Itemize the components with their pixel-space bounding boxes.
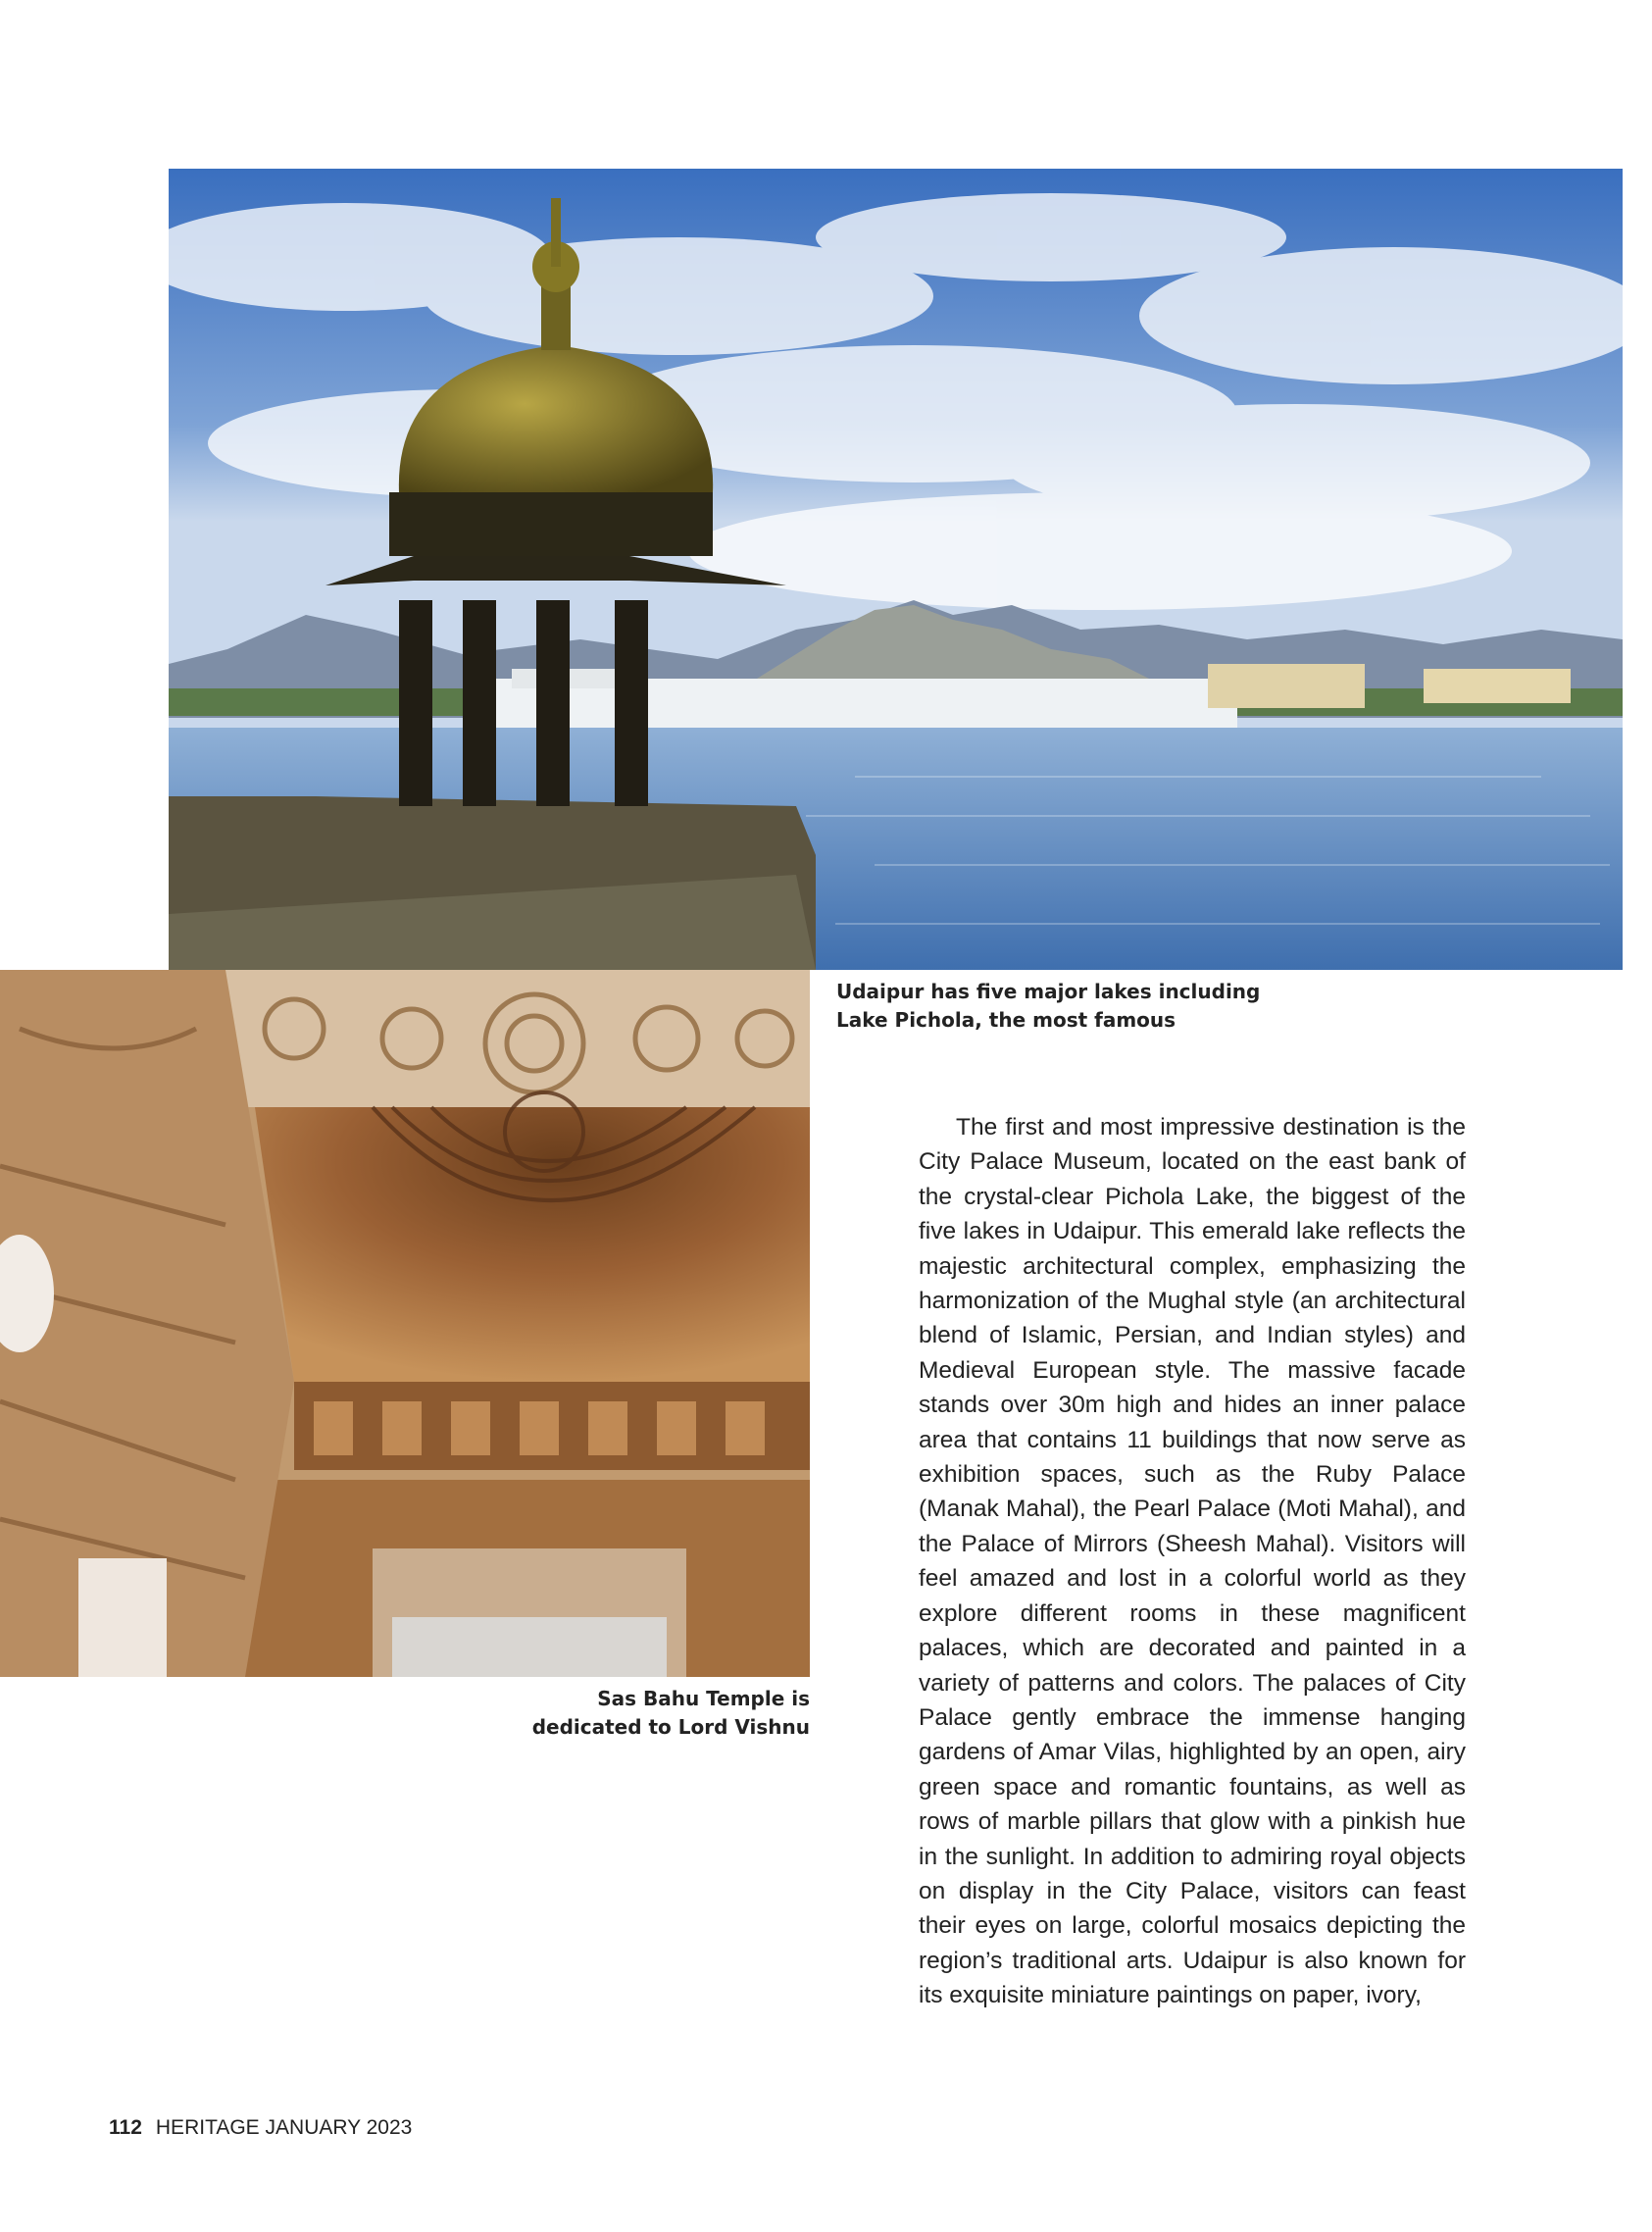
lake-photo-caption (836, 978, 1260, 1035)
issue-date: JANUARY 2023 (265, 2116, 413, 2139)
caption-line: Lake Pichola, the most famous (836, 1008, 1176, 1032)
page-footer (109, 2116, 412, 2140)
lake-photo (169, 169, 1623, 970)
article-paragraph: The first and most impressive destination is the City Palace Museum, located on the east bank of the crystal-clear Pichola Lake, the biggest of the five lakes in Udaipur. This emerald lake reflects the majestic architectural complex, emphasizing the harmonization of the Mughal style (an architectural blend of Islamic, Persian, and Indian styles) and Medieval European style. The massive facade stands over 30m high and hides an inner palace area that contains 11 buildings that now serve as exhibition spaces, such as the Ruby Palace (Manak Mahal), the Pearl Palace (Moti Mahal), and the Palace of Mirrors (Sheesh Mahal). Visitors will feel amazed and lost in a colorful world as they explore different rooms in these magnificent palaces, which are decorated and painted in a variety of patterns and colors. The palaces of City Palace gently embrace the immense hanging gardens of Amar Vilas, highlighted by an open, airy green space and romantic fountains, as well as rows of marble pillars that glow with a pinkish hue in the sunlight. In addition to admiring royal objects on display in the City Palace, visitors can feast their eyes on large, colorful mosaics depicting the region’s traditional arts. Udaipur is also known for its exquisite miniature paintings on paper, ivory, (919, 1114, 1466, 2009)
caption-line: Sas Bahu Temple is (597, 1687, 810, 1710)
temple-photo-caption (510, 1685, 810, 1742)
caption-line: dedicated to Lord Vishnu (531, 1715, 810, 1739)
publication-name: HERITAGE (155, 2116, 260, 2139)
page-number: 112 (109, 2116, 142, 2139)
caption-line: Udaipur has five major lakes including (836, 980, 1261, 1003)
temple-photo (0, 970, 810, 1677)
